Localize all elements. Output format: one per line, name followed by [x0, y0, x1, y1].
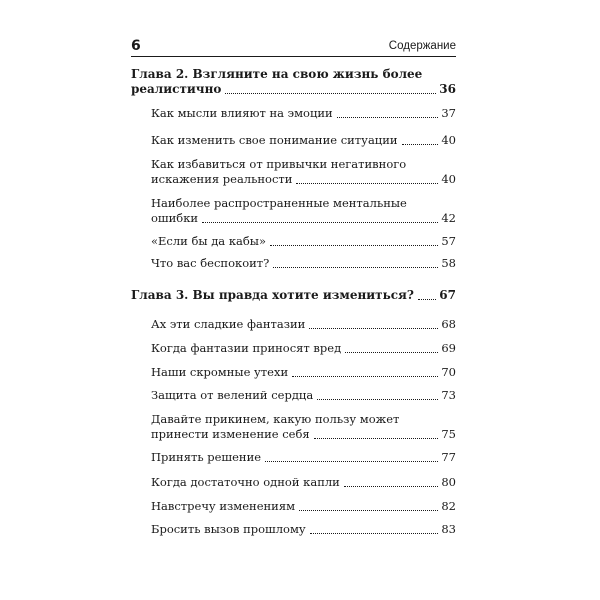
toc-entry-line: [151, 388, 456, 403]
toc-entry-line: [151, 522, 456, 537]
toc-entry-title: Навстречу изменениям: [151, 499, 296, 513]
dot-leader: [296, 183, 438, 184]
toc-entry-title: Когда достаточно одной капли: [151, 475, 340, 489]
toc-page-number: 70: [441, 365, 456, 379]
toc-entry-line: [151, 256, 456, 271]
toc-entry-line: [151, 450, 456, 465]
toc-page-number: 37: [441, 106, 456, 120]
toc-section-entry: [151, 234, 456, 249]
toc-entry-line: [151, 317, 456, 332]
toc-section-entry: [151, 341, 456, 356]
dot-leader: [309, 328, 438, 329]
toc-entry-title: Ах эти сладкие фантазии: [151, 317, 306, 331]
toc-entry-line: [151, 133, 456, 148]
toc-section-entry: [151, 256, 456, 271]
toc-entry-title: Принять решение: [151, 450, 262, 464]
toc-section-entry: [151, 196, 456, 226]
toc-section-entry: [151, 412, 456, 442]
toc-page-number: 83: [441, 522, 456, 536]
dot-leader: [225, 93, 436, 94]
toc-entry-line: [151, 172, 456, 187]
toc-section-entry: [151, 133, 456, 148]
toc-page-number: 58: [441, 256, 456, 270]
toc-entry-line: [151, 499, 456, 514]
dot-leader: [265, 461, 438, 462]
toc-chapter-entry: [131, 67, 456, 97]
dot-leader: [310, 533, 439, 534]
toc-page-number: 42: [441, 211, 456, 225]
toc-entry-title: реалистично: [131, 82, 222, 96]
toc-entry-line: [151, 365, 456, 380]
toc-entry-title-line: Наиболее распространенные ментальные: [151, 196, 407, 210]
toc-entry-title: «Если бы да кабы»: [151, 234, 266, 248]
toc-entry-title: Бросить вызов прошлому: [151, 522, 306, 536]
toc-entry-line: [151, 106, 456, 121]
toc-section-entry: [151, 450, 456, 465]
toc-page-number: 80: [441, 475, 456, 489]
toc-page-number: 36: [439, 82, 456, 96]
toc-entry-line: [151, 211, 456, 226]
toc-section-entry: [151, 388, 456, 403]
toc-page-number: 73: [441, 388, 456, 402]
toc-entry-line: [151, 234, 456, 249]
dot-leader: [270, 245, 438, 246]
toc-page-number: 75: [441, 427, 456, 441]
toc-entry-line: [131, 82, 456, 97]
page-number: 6: [131, 38, 141, 54]
toc-entry-title-line: Глава 2. Взгляните на свою жизнь более: [131, 67, 423, 81]
book-page: [131, 34, 456, 574]
toc-section-entry: [151, 157, 456, 187]
running-head: Содержание: [388, 40, 456, 52]
toc-entry-title: искажения реальности: [151, 172, 293, 186]
dot-leader: [273, 267, 438, 268]
toc-section-entry: [151, 106, 456, 121]
toc-entry-title: Как изменить свое понимание ситуации: [151, 133, 398, 147]
toc-entry-title: Что вас беспокоит?: [151, 256, 270, 270]
toc-entry-line: [131, 288, 456, 303]
toc-page-number: 40: [441, 172, 456, 186]
toc-page-number: 40: [441, 133, 456, 147]
page-header: [131, 34, 456, 57]
dot-leader: [314, 438, 439, 439]
toc-section-entry: [151, 317, 456, 332]
toc-entry-title: Наши скромные утехи: [151, 365, 289, 379]
toc-page-number: 82: [441, 499, 456, 513]
toc-page-number: 68: [441, 317, 456, 331]
dot-leader: [418, 299, 436, 300]
dot-leader: [292, 376, 438, 377]
dot-leader: [344, 486, 439, 487]
toc-entry-title-line: Давайте прикинем, какую пользу может: [151, 412, 400, 426]
toc-entry-title-line: Как избавиться от привычки негативного: [151, 157, 407, 171]
dot-leader: [402, 144, 439, 145]
dot-leader: [317, 399, 438, 400]
toc-entry-title: принести изменение себя: [151, 427, 310, 441]
dot-leader: [345, 352, 438, 353]
toc-section-entry: [151, 499, 456, 514]
toc-entry-line: [151, 475, 456, 490]
toc-page-number: 57: [441, 234, 456, 248]
toc-entry-title: Защита от велений сердца: [151, 388, 314, 402]
toc-page-number: 77: [441, 450, 456, 464]
toc-page-number: 67: [439, 288, 456, 302]
toc-chapter-entry: [131, 288, 456, 303]
toc-entry-title: Как мысли влияют на эмоции: [151, 106, 333, 120]
toc-entry-line: [151, 341, 456, 356]
dot-leader: [299, 510, 438, 511]
toc-section-entry: [151, 475, 456, 490]
toc-page-number: 69: [441, 341, 456, 355]
toc-entry-line: [151, 427, 456, 442]
dot-leader: [337, 117, 439, 118]
toc-entry-title: ошибки: [151, 211, 199, 225]
toc-entry-title: Глава 3. Вы правда хотите измениться?: [131, 288, 414, 302]
toc-section-entry: [151, 522, 456, 537]
dot-leader: [202, 222, 438, 223]
toc-section-entry: [151, 365, 456, 380]
toc-entry-title: Когда фантазии приносят вред: [151, 341, 342, 355]
